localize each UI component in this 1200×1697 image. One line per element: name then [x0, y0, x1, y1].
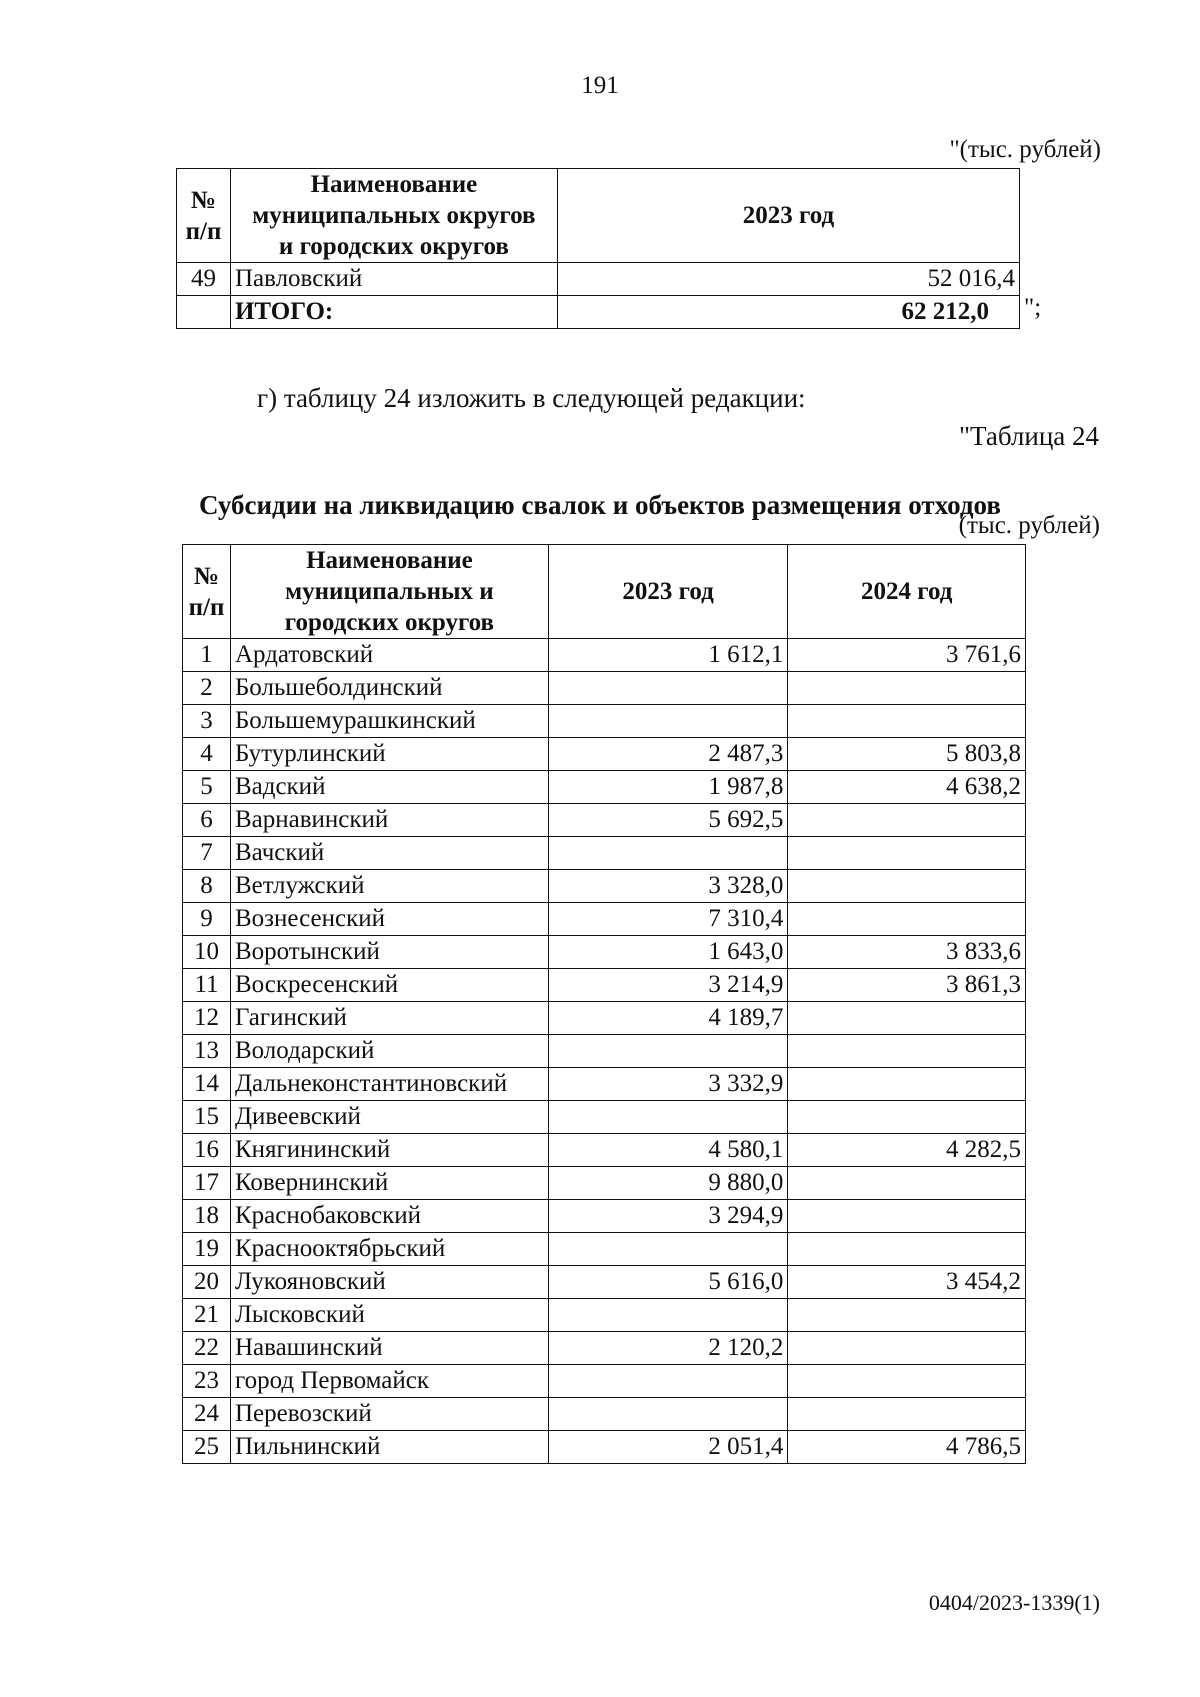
row-number: 19	[183, 1233, 231, 1266]
value-2024: 4 786,5	[788, 1431, 1026, 1464]
table-row	[183, 1068, 1026, 1101]
district-name: Краснобаковский	[230, 1200, 548, 1233]
table-row	[183, 672, 1026, 705]
table2	[182, 544, 1026, 1464]
row-number: 14	[183, 1068, 231, 1101]
value-2024	[788, 804, 1026, 837]
district-name: Большеболдинский	[230, 672, 548, 705]
table-row	[183, 969, 1026, 1002]
table-row	[183, 639, 1026, 672]
table1-header-num: № п/п	[177, 169, 231, 263]
table1-unit-label: "(тыс. рублей)	[949, 136, 1101, 163]
district-name: Павловский	[230, 263, 557, 296]
value-2024	[788, 1068, 1026, 1101]
value-2024: 3 861,3	[788, 969, 1026, 1002]
district-name: Большемурашкинский	[230, 705, 548, 738]
total-empty-cell	[177, 296, 231, 329]
table-row	[183, 771, 1026, 804]
instruction-text: г) таблицу 24 изложить в следующей редакции:	[257, 383, 806, 413]
value-2023	[548, 1398, 788, 1431]
value-2023	[548, 837, 788, 870]
table-row	[183, 1002, 1026, 1035]
row-number: 4	[183, 738, 231, 771]
value-2024	[788, 903, 1026, 936]
row-number: 2	[183, 672, 231, 705]
row-number: 15	[183, 1101, 231, 1134]
value-2024	[788, 1200, 1026, 1233]
district-name: город Первомайск	[230, 1365, 548, 1398]
value-2023	[548, 1035, 788, 1068]
value-2024	[788, 1365, 1026, 1398]
value-2023: 1 987,8	[548, 771, 788, 804]
table-row	[183, 1365, 1026, 1398]
table1-header-row	[177, 169, 1020, 263]
value-2024	[788, 1332, 1026, 1365]
table-row	[183, 1299, 1026, 1332]
table-row	[183, 1200, 1026, 1233]
value-2023: 3 214,9	[548, 969, 788, 1002]
table-row	[183, 837, 1026, 870]
row-number: 18	[183, 1200, 231, 1233]
table-row	[183, 936, 1026, 969]
district-name: Княгининский	[230, 1134, 548, 1167]
table-row	[183, 1332, 1026, 1365]
row-number: 25	[183, 1431, 231, 1464]
value-2023: 5 692,5	[548, 804, 788, 837]
district-name: Вачский	[230, 837, 548, 870]
table2-header-2024: 2024 год	[788, 545, 1026, 639]
row-number: 24	[183, 1398, 231, 1431]
district-name: Воротынский	[230, 936, 548, 969]
district-name: Володарский	[230, 1035, 548, 1068]
page-number: 191	[581, 72, 619, 99]
table-row	[177, 263, 1020, 296]
district-name: Дальнеконстантиновский	[230, 1068, 548, 1101]
district-name: Лысковский	[230, 1299, 548, 1332]
row-number: 12	[183, 1002, 231, 1035]
value-2023: 9 880,0	[548, 1167, 788, 1200]
row-number: 6	[183, 804, 231, 837]
row-number: 16	[183, 1134, 231, 1167]
table-title: Субсидии на ликвидацию свалок и объектов размещения отходов	[199, 490, 1001, 520]
value-2023: 1 643,0	[548, 936, 788, 969]
district-name: Варнавинский	[230, 804, 548, 837]
table-row	[183, 705, 1026, 738]
district-name: Воскресенский	[230, 969, 548, 1002]
document-code: 0404/2023-1339(1)	[928, 1590, 1100, 1615]
value-2024	[788, 870, 1026, 903]
value-2024	[788, 705, 1026, 738]
table-row	[183, 1134, 1026, 1167]
table1-header-name: Наименование муниципальных округов и городских округов	[230, 169, 557, 263]
row-number: 17	[183, 1167, 231, 1200]
total-label: ИТОГО:	[230, 296, 557, 329]
district-name: Навашинский	[230, 1332, 548, 1365]
district-name: Гагинский	[230, 1002, 548, 1035]
row-number: 3	[183, 705, 231, 738]
value-2024: 3 761,6	[788, 639, 1026, 672]
row-number: 49	[177, 263, 231, 296]
value-2023: 3 294,9	[548, 1200, 788, 1233]
table-row	[183, 1167, 1026, 1200]
district-name: Ветлужский	[230, 870, 548, 903]
value-2024: 4 638,2	[788, 771, 1026, 804]
table2-header-row	[183, 545, 1026, 639]
table1-header-year: 2023 год	[557, 169, 1019, 263]
value-2023: 5 616,0	[548, 1266, 788, 1299]
value-2023	[548, 1365, 788, 1398]
value-2024	[788, 1398, 1026, 1431]
table-row	[183, 1431, 1026, 1464]
district-name: Ардатовский	[230, 639, 548, 672]
row-number: 22	[183, 1332, 231, 1365]
value-2023	[548, 1299, 788, 1332]
value-2024	[788, 1299, 1026, 1332]
value-2023: 7 310,4	[548, 903, 788, 936]
value-2024	[788, 1035, 1026, 1068]
row-number: 13	[183, 1035, 231, 1068]
value-2023: 4 189,7	[548, 1002, 788, 1035]
value-2023: 2 120,2	[548, 1332, 788, 1365]
table-row	[183, 1035, 1026, 1068]
table-row	[183, 1398, 1026, 1431]
value-2023	[548, 1101, 788, 1134]
district-name: Краснооктябрьский	[230, 1233, 548, 1266]
row-number: 23	[183, 1365, 231, 1398]
table1	[176, 168, 1020, 329]
value-2024	[788, 672, 1026, 705]
district-name: Вадский	[230, 771, 548, 804]
table2-header-num: № п/п	[183, 545, 231, 639]
table-row	[183, 1233, 1026, 1266]
value-2024: 4 282,5	[788, 1134, 1026, 1167]
value-2024	[788, 1002, 1026, 1035]
table2-header-name: Наименование муниципальных и городских округов	[230, 545, 548, 639]
table2-header-2023: 2023 год	[548, 545, 788, 639]
value-2024	[788, 1101, 1026, 1134]
value-2023: 2 487,3	[548, 738, 788, 771]
district-name: Вознесенский	[230, 903, 548, 936]
value-2024: 3 454,2	[788, 1266, 1026, 1299]
district-name: Ковернинский	[230, 1167, 548, 1200]
value-2023: 3 328,0	[548, 870, 788, 903]
row-number: 20	[183, 1266, 231, 1299]
table-row	[183, 804, 1026, 837]
district-name: Бутурлинский	[230, 738, 548, 771]
table-row	[183, 870, 1026, 903]
row-number: 10	[183, 936, 231, 969]
value-2023: 2 051,4	[548, 1431, 788, 1464]
total-value: 62 212,0	[557, 296, 1019, 329]
closing-quote-mark: ";	[1024, 294, 1042, 321]
value-2023	[548, 705, 788, 738]
table-row	[183, 1266, 1026, 1299]
district-name: Перевозский	[230, 1398, 548, 1431]
district-name: Дивеевский	[230, 1101, 548, 1134]
row-number: 8	[183, 870, 231, 903]
value-2024	[788, 837, 1026, 870]
row-number: 9	[183, 903, 231, 936]
value-2023	[548, 1233, 788, 1266]
table2-unit-label: (тыс. рублей)	[958, 512, 1100, 539]
district-name: Пильнинский	[230, 1431, 548, 1464]
value-2023	[548, 672, 788, 705]
value-2024	[788, 1233, 1026, 1266]
row-number: 7	[183, 837, 231, 870]
table-label: "Таблица 24	[959, 421, 1099, 451]
value-2023: 3 332,9	[548, 1068, 788, 1101]
value-2023: 1 612,1	[548, 639, 788, 672]
table-row	[183, 903, 1026, 936]
value-2023: 4 580,1	[548, 1134, 788, 1167]
table1-total-row	[177, 296, 1020, 329]
value-2024	[788, 1167, 1026, 1200]
value-2023: 52 016,4	[557, 263, 1019, 296]
district-name: Лукояновский	[230, 1266, 548, 1299]
row-number: 21	[183, 1299, 231, 1332]
value-2024: 3 833,6	[788, 936, 1026, 969]
table-row	[183, 1101, 1026, 1134]
table-row	[183, 738, 1026, 771]
row-number: 1	[183, 639, 231, 672]
row-number: 11	[183, 969, 231, 1002]
value-2024: 5 803,8	[788, 738, 1026, 771]
row-number: 5	[183, 771, 231, 804]
